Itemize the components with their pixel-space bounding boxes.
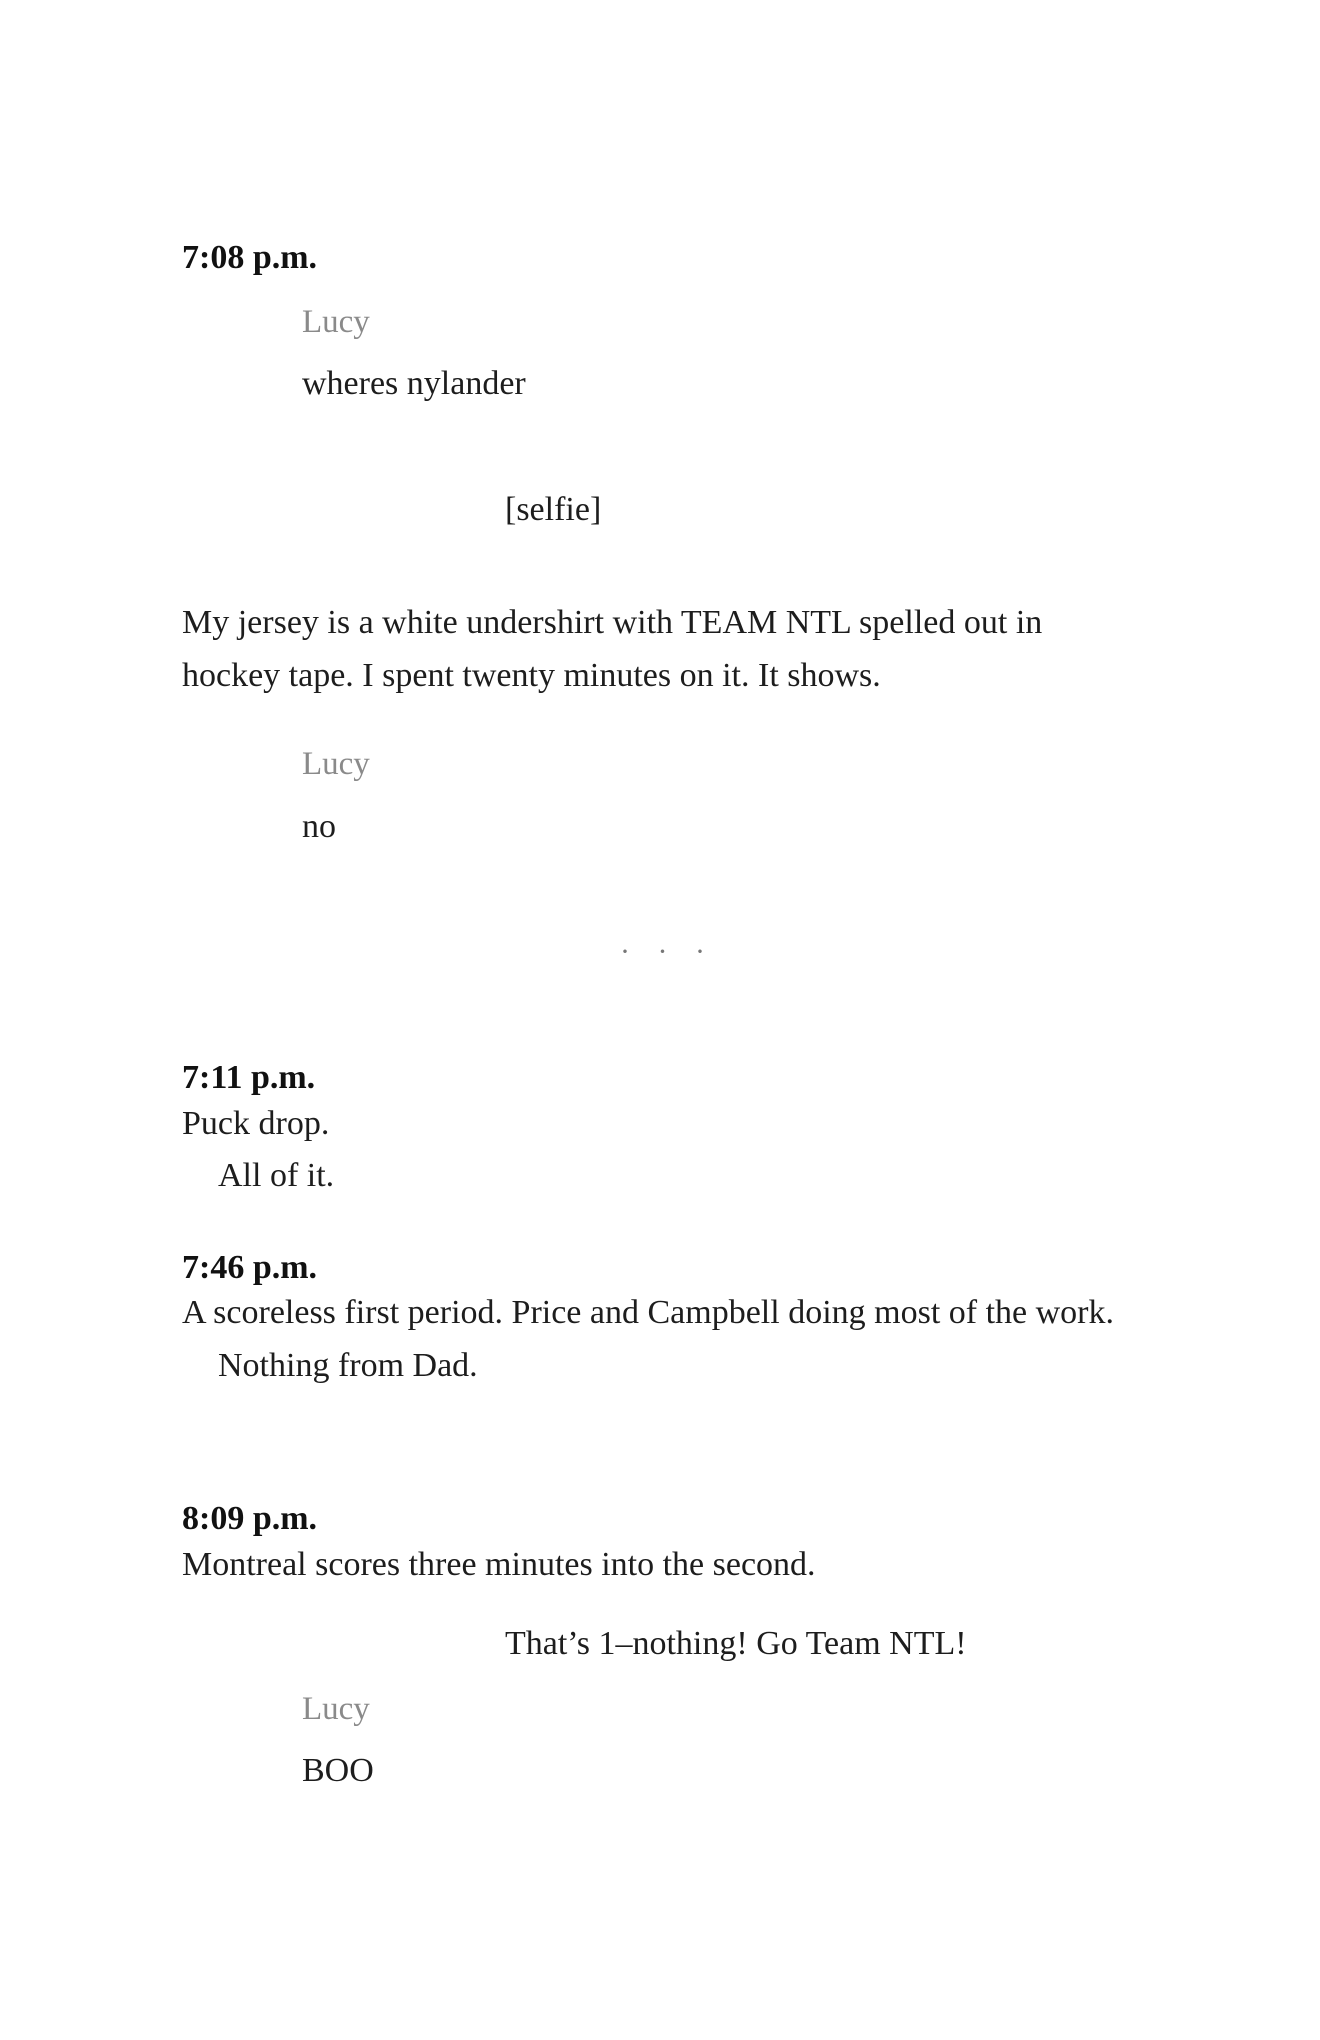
narration-line: All of it. xyxy=(218,1157,335,1194)
sender-name: Lucy xyxy=(302,746,370,782)
timestamp: 7:46 p.m. xyxy=(182,1249,318,1286)
sender-name: Lucy xyxy=(302,304,370,340)
narration-line: My jersey is a white undershirt with TEAM NTL spelled out in xyxy=(182,604,1043,641)
incoming-message: no xyxy=(302,808,336,845)
timestamp: 7:11 p.m. xyxy=(182,1059,316,1096)
incoming-message: BOO xyxy=(302,1752,374,1789)
outgoing-message: [selfie] xyxy=(505,491,602,528)
narration-line: Nothing from Dad. xyxy=(218,1347,478,1384)
narration-line: Montreal scores three minutes into the second. xyxy=(182,1546,816,1583)
incoming-message: wheres nylander xyxy=(302,365,526,402)
sender-name: Lucy xyxy=(302,1691,370,1727)
timestamp: 7:08 p.m. xyxy=(182,239,318,276)
timestamp: 8:09 p.m. xyxy=(182,1500,318,1537)
outgoing-message: That’s 1–nothing! Go Team NTL! xyxy=(505,1625,967,1662)
narration-line: hockey tape. I spent twenty minutes on it. It shows. xyxy=(182,657,881,694)
section-break: · · · xyxy=(620,935,715,968)
narration-line: A scoreless first period. Price and Campbell doing most of the work. xyxy=(182,1294,1114,1331)
narration-line: Puck drop. xyxy=(182,1105,330,1142)
